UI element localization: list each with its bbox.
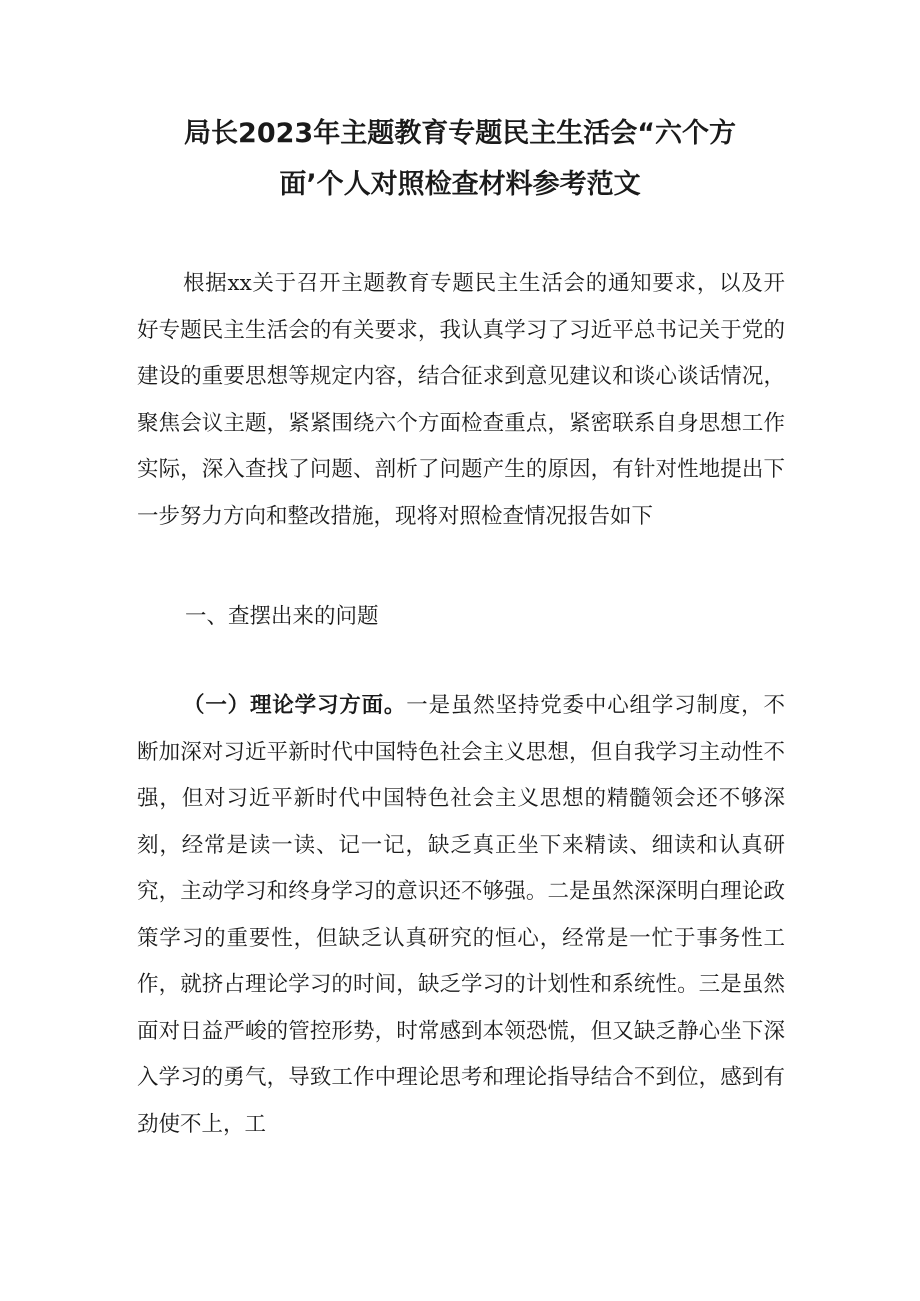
section-heading-problems: 一、查摆出来的问题 — [185, 604, 379, 629]
intro-paragraph: 根据xx关于召开主题教育专题民主生活会的通知要求，以及开好专题民主生活会的有关要求，我认真学习了习近平总书记关于党的建设的重要思想等规定内容，结合征求到意见建议和谈心谈话情况，聚焦会议主题，紧紧围绕六个方面检查重点，紧密联系自身思想工作实际，深入查找了问题、剖析了问题产生的原因，有针对性地提出下一步努力方向和整改措施，现将对照检查情况报告如下 — [137, 271, 785, 529]
document-title-line-1: 局长2023年主题教育专题民主生活会“六个方 — [184, 118, 736, 149]
theory-study-paragraph — [137, 683, 785, 1148]
subsection-lead-theory-study: （一）理论学习方面。 — [183, 693, 407, 718]
subsection-body-theory-study: 一是虽然坚持党委中心组学习制度，不断加深对习近平新时代中国特色社会主义思想，但自我学习主动性不强，但对习近平新时代中国特色社会主义思想的精髓领会还不够深刻，经常是读一读、记一记，缺乏真正坐下来精读、细读和认真研究，主动学习和终身学习的意识还不够强。二是虽然深深明白理论政策学习的重要性，但缺乏认真研究的恒心，经常是一忙于事务性工作，就挤占理论学习的时间，缺乏学习的计划性和系统性。三是虽然面对日益严峻的管控形势，时常感到本领恐慌，但又缺乏静心坐下深入学习的勇气，导致工作中理论思考和理论指导结合不到位，感到有劲使不上，工 — [137, 693, 785, 1137]
document-title-line-2: 面’个人对照检查材料参考范文 — [279, 169, 641, 200]
